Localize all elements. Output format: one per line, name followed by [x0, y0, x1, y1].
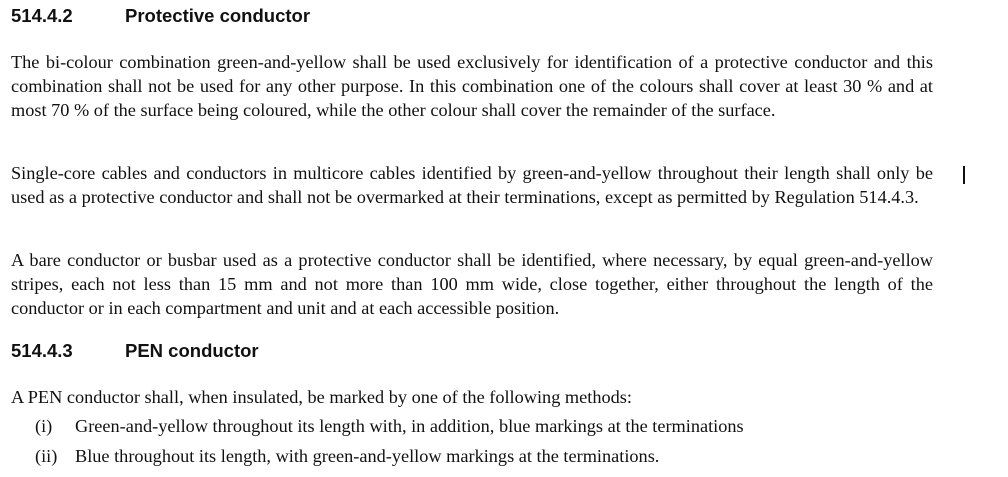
list-item — [35, 441, 915, 471]
section-title: PEN conductor — [125, 340, 259, 361]
pen-methods-list — [35, 411, 915, 471]
list-marker: (i) — [35, 416, 53, 436]
paragraph-single-core: Single-core cables and conductors in multicore cables identified by green-and-yellow throughout their length shall only be used as a protective conductor and shall not be overmarked at their terminations, except as permitted by Regulation 514.4.3. — [11, 163, 933, 207]
paragraph-bi-colour: The bi-colour combination green-and-yellow shall be used exclusively for identification of a protective conductor and this combination shall not be used for any other purpose. In this combination one of the colours shall cover at least 30 % and at most 70 % of the surface being coloured, while the other colour shall cover the remainder of the surface. — [11, 52, 933, 120]
section-number: 514.4.3 — [11, 340, 73, 361]
paragraph-bare-conductor: A bare conductor or busbar used as a protective conductor shall be identified, where necessary, by equal green-and-yellow stripes, each not less than 15 mm and not more than 100 mm wide, close together, either throughout the length of the conductor or in each compartment and unit and at each accessible position. — [11, 250, 933, 318]
revision-change-bar — [963, 166, 965, 184]
list-item-text: Blue throughout its length, with green-and-yellow markings at the terminations. — [75, 446, 660, 466]
list-marker: (ii) — [35, 446, 58, 466]
section-number: 514.4.2 — [11, 5, 73, 26]
pen-intro: A PEN conductor shall, when insulated, be marked by one of the following methods: — [11, 387, 632, 407]
section-title: Protective conductor — [125, 5, 311, 26]
list-item-text: Green-and-yellow throughout its length with, in addition, blue markings at the terminations — [75, 416, 744, 436]
section-heading-514-4-3 — [11, 340, 259, 362]
list-item — [35, 411, 915, 441]
section-heading-514-4-2 — [11, 5, 310, 27]
